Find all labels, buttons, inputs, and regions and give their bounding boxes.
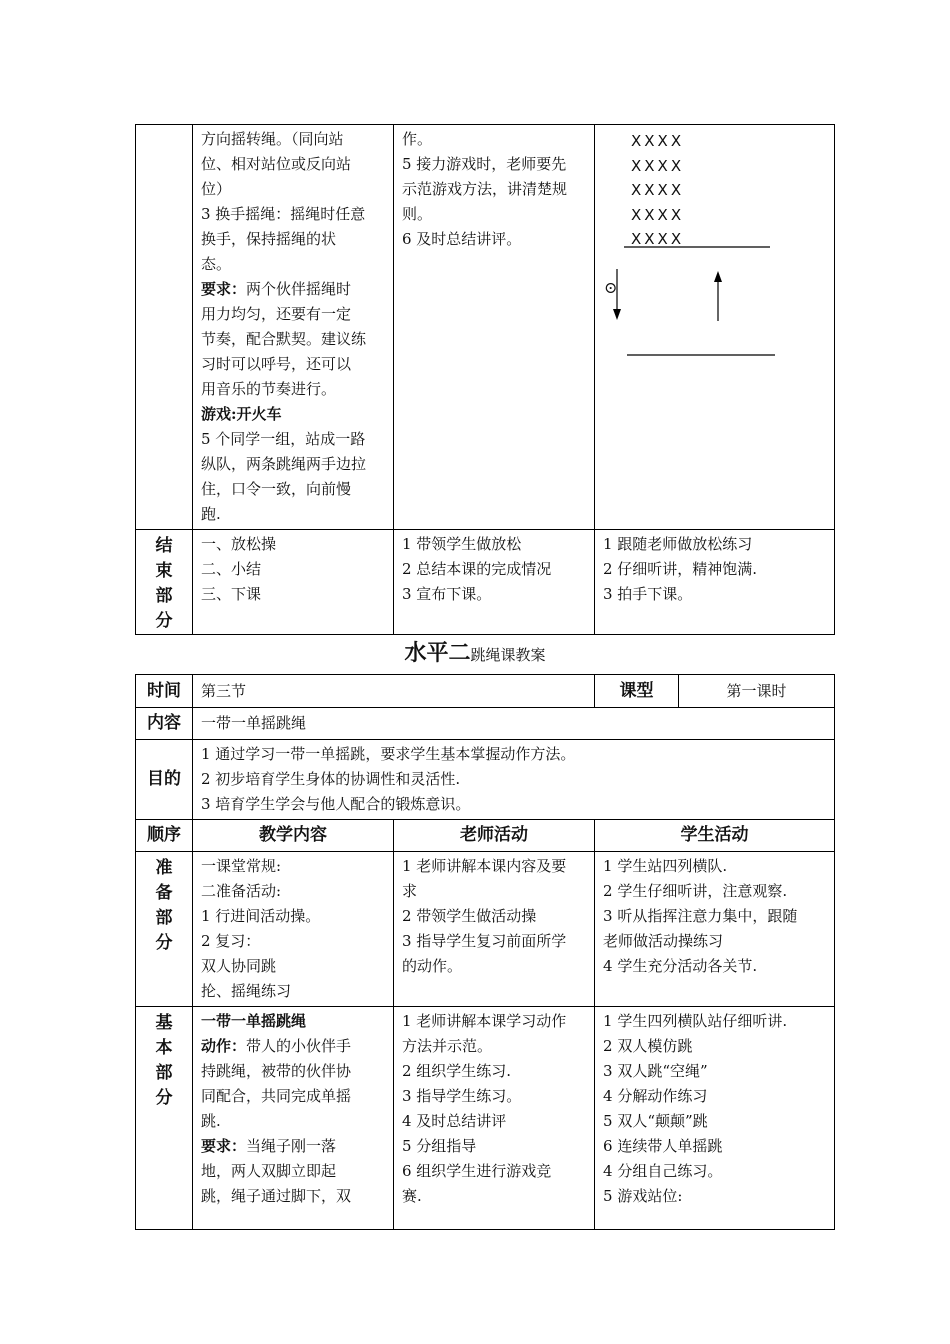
time-value: 第三节: [193, 675, 595, 708]
teacher-line: 示范游戏方法，讲清楚规: [402, 180, 568, 198]
header-teacher-activity: 老师活动: [394, 820, 595, 852]
goal-label: 目的: [136, 740, 193, 820]
lesson-type-value: 第一课时: [679, 675, 835, 708]
student-line: 老师做活动操练习: [603, 932, 724, 950]
section-char: 部: [155, 586, 173, 606]
teacher-line: 3 指导学生练习。: [402, 1087, 522, 1105]
content-line: 双人协同跳: [201, 957, 277, 975]
title-subject: 跳绳课教案: [470, 646, 546, 664]
section-char: 基: [155, 1013, 173, 1033]
header-row: [136, 820, 835, 852]
teacher-line: 2 组织学生练习.: [402, 1062, 512, 1080]
content-label: 内容: [136, 708, 193, 740]
content-line: 一课堂常规:: [201, 857, 282, 875]
teacher-line: 3 宣布下课。: [402, 585, 492, 603]
time-row: [136, 675, 835, 708]
content-line: 位、相对站位或反向站: [201, 155, 352, 173]
prep-part-row: [136, 852, 835, 1007]
section-label-prep: [136, 852, 193, 1007]
content-value: 一带一单摇跳绳: [193, 708, 835, 740]
requirement-line: 地，两人双脚立即起: [201, 1162, 337, 1180]
requirement-line: [201, 1134, 385, 1159]
header-student-activity: 学生活动: [595, 820, 835, 852]
content-line: 一、放松操: [201, 535, 277, 553]
content-cell: [193, 852, 394, 1007]
action-line: [201, 1034, 385, 1059]
teacher-activity-cell: [394, 1007, 595, 1230]
student-line: 5 双人“颠颠”跳: [603, 1112, 708, 1130]
teacher-line: 1 老师讲解本课学习动作: [402, 1012, 567, 1030]
section-char: 准: [155, 858, 173, 878]
student-line: 1 跟随老师做放松练习: [603, 535, 753, 553]
section-char: 部: [155, 908, 173, 928]
content-line: 态。: [201, 255, 232, 273]
student-row-marks: XXXX: [631, 206, 685, 224]
title-level: 水平二: [404, 641, 471, 666]
header-order: 顺序: [136, 820, 193, 852]
requirement-label: 要求：: [201, 1137, 247, 1155]
arrow-up-icon: [714, 271, 722, 321]
section-char: 备: [155, 883, 173, 903]
content-cell: [193, 125, 394, 530]
requirement-line: 节奏，配合默契。建议练: [201, 330, 367, 348]
header-teaching-content: 教学内容: [193, 820, 394, 852]
student-line: 4 分解动作练习: [603, 1087, 708, 1105]
content-line: 换手，保持摇绳的状: [201, 230, 337, 248]
goal-cell: [193, 740, 835, 820]
student-line: 5 游戏站位:: [603, 1187, 683, 1205]
requirement-text: 当绳子刚一落: [246, 1137, 337, 1155]
student-diagram-cell: [595, 125, 835, 530]
teacher-position-symbol: ⊙: [604, 278, 618, 297]
section-cell-empty: [136, 125, 193, 530]
teacher-line: 则。: [402, 205, 433, 223]
content-line: 3 换手摇绳：摇绳时任意: [201, 205, 366, 223]
goal-line: 2 初步培育学生身体的协调性和灵活性.: [201, 770, 461, 788]
action-text: 带人的小伙伴手: [246, 1037, 352, 1055]
student-line: 4 学生充分活动各关节.: [603, 957, 758, 975]
lesson-plan-table: [135, 674, 835, 1230]
requirement-line: [201, 277, 385, 302]
content-line: 2 复习：: [201, 932, 261, 950]
teacher-line: 5 接力游戏时，老师要先: [402, 155, 567, 173]
student-line: 3 双人跳“空绳”: [603, 1062, 708, 1080]
teacher-line: 4 及时总结讲评: [402, 1112, 507, 1130]
teacher-line: 1 老师讲解本课内容及要: [402, 857, 567, 875]
end-part-row: [136, 530, 835, 635]
action-label: 动作：: [201, 1037, 247, 1055]
teacher-line: 2 总结本课的完成情况: [402, 560, 552, 578]
section-label-end: [136, 530, 193, 635]
student-activity-cell: [595, 1007, 835, 1230]
requirement-label: 要求：: [201, 280, 247, 298]
student-row-marks: XXXX: [631, 230, 685, 248]
student-line: 4 分组自己练习。: [603, 1162, 723, 1180]
section-char: 束: [155, 561, 173, 581]
requirement-line: 用音乐的节奏进行。: [201, 380, 337, 398]
action-line: 同配合，共同完成单摇: [201, 1087, 352, 1105]
game-line: 5 个同学一组，站成一路: [201, 430, 366, 448]
content-line: 二、小结: [201, 560, 262, 578]
teacher-line: 1 带领学生做放松: [402, 535, 522, 553]
student-line: 3 拍手下课。: [603, 585, 693, 603]
student-activity-cell: [595, 852, 835, 1007]
student-line: 3 听从指挥注意力集中，跟随: [603, 907, 798, 925]
arrow-down-icon: [613, 269, 621, 320]
content-cell: [193, 530, 394, 635]
requirement-line: 跳，绳子通过脚下，双: [201, 1187, 352, 1205]
student-line: 1 学生四列横队站仔细听讲.: [603, 1012, 788, 1030]
teacher-line: 作。: [402, 130, 433, 148]
content-cell: [193, 1007, 394, 1230]
content-line: 方向摇转绳。（同向站: [201, 130, 344, 148]
section-char: 部: [155, 1063, 173, 1083]
section-char: 分: [155, 1088, 173, 1108]
section-char: 本: [155, 1038, 173, 1058]
teacher-activity-cell: [394, 125, 595, 530]
teacher-activity-cell: [394, 530, 595, 635]
diagram-lines: [595, 125, 833, 523]
teacher-line: 方法并示范。: [402, 1037, 493, 1055]
goal-line: 3 培育学生学会与他人配合的锻炼意识。: [201, 795, 471, 813]
content-line: 1 行进间活动操。: [201, 907, 321, 925]
section-char: 分: [155, 611, 173, 631]
content-lines: [201, 127, 385, 527]
formation-diagram: [595, 125, 833, 523]
teacher-line: 3 指导学生复习前面所学: [402, 932, 567, 950]
requirement-line: 习时可以呼号，还可以: [201, 355, 352, 373]
section-label-basic: [136, 1007, 193, 1230]
game-line: 纵队，两条跳绳两手边拉: [201, 455, 367, 473]
teacher-line: 6 组织学生进行游戏竞: [402, 1162, 552, 1180]
time-label: 时间: [136, 675, 193, 708]
student-activity-cell: [595, 530, 835, 635]
content-row: [136, 708, 835, 740]
lesson-plan-title: [0, 636, 950, 667]
content-line: 位）: [201, 180, 232, 198]
teacher-line: 6 及时总结讲评。: [402, 230, 522, 248]
section-char: 分: [155, 933, 173, 953]
lesson-type-label: 课型: [595, 675, 679, 708]
action-line: 跳.: [201, 1112, 221, 1130]
teacher-line: 的动作。: [402, 957, 463, 975]
student-line: 2 仔细听讲，精神饱满.: [603, 560, 758, 578]
requirement-text: 两个伙伴摇绳时: [246, 280, 352, 298]
student-line: 1 学生站四列横队.: [603, 857, 728, 875]
lesson-table-continued: [135, 124, 835, 635]
game-title: 游戏:开火车: [201, 405, 282, 423]
goal-line: 1 通过学习一带一单摇跳，要求学生基本掌握动作方法。: [201, 745, 576, 763]
student-row-marks: XXXX: [631, 157, 685, 175]
content-line: 二准备活动:: [201, 882, 282, 900]
content-line: 抡、摇绳练习: [201, 982, 292, 1000]
student-line: 2 双人模仿跳: [603, 1037, 693, 1055]
content-line: 三、下课: [201, 585, 262, 603]
teacher-activity-cell: [394, 852, 595, 1007]
teacher-line: 赛.: [402, 1187, 422, 1205]
goal-row: [136, 740, 835, 820]
student-row-marks: XXXX: [631, 132, 685, 150]
student-row-marks: XXXX: [631, 181, 685, 199]
teacher-line: 求: [402, 882, 418, 900]
content-title: 一带一单摇跳绳: [201, 1012, 307, 1030]
requirement-line: 用力均匀，还要有一定: [201, 305, 352, 323]
game-line: 跑.: [201, 505, 221, 523]
game-line: 住，口令一致，向前慢: [201, 480, 352, 498]
basic-part-row: [136, 1007, 835, 1230]
action-line: 持跳绳，被带的伙伴协: [201, 1062, 352, 1080]
student-line: 2 学生仔细听讲，注意观察.: [603, 882, 788, 900]
teacher-line: 2 带领学生做活动操: [402, 907, 537, 925]
section-char: 结: [155, 536, 173, 556]
teacher-line: 5 分组指导: [402, 1137, 477, 1155]
student-line: 6 连续带人单摇跳: [603, 1137, 723, 1155]
basic-part-row: [136, 125, 835, 530]
